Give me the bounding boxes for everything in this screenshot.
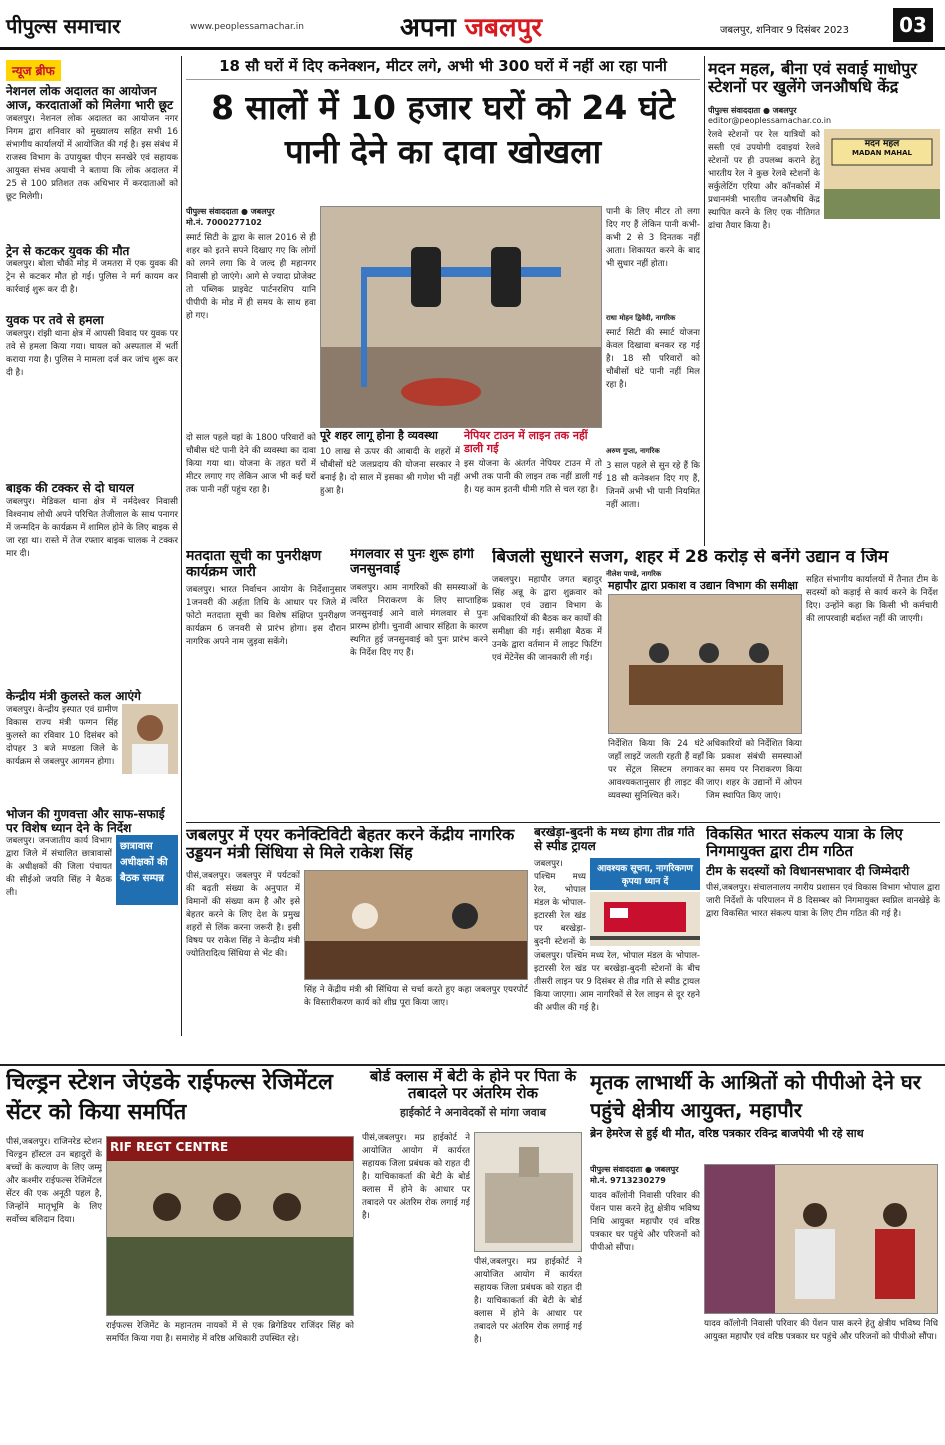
scindia-headline: जबलपुर में एयर कनेक्टिविटी बेहतर करने केंद्रीय नागरिक उड्डयन मंत्री सिंधिया से मिले राकेश सिंह xyxy=(186,826,515,863)
voter-list-story xyxy=(186,548,346,818)
brief-title-1: नेशनल लोक अदालत का आयोजन आज, करदाताओं को मिलेगा भारी छूट xyxy=(6,84,174,112)
lead-mobile: मो.नं. 7000277102 xyxy=(186,218,262,227)
electricity-story xyxy=(492,548,940,820)
lead-kicker: 18 सौ घरों में दिए कनेक्शन, मीटर लगे, अभी भी 300 घरों में नहीं आ रहा पानी xyxy=(186,58,700,80)
lead-body-3: 10 लाख से ऊपर की आबादी के शहरों में चौबीसों घंटे जलप्रदाय की योजना सरकार ने बनाई है। दो साल में इसका श्री गणेश भी नहीं हुआ है। xyxy=(320,447,460,496)
lead-body-1: स्मार्ट सिटी के द्वारा के साल 2016 से ही शहर को इतने सपने दिखाए गए कि लोगों को लगने लगा कि वे जल्द ही महानगर निवासी हो जाएंगे। आगे से ज्यादा प्रोजेक्ट तो पब्लिक प्राइवेट पार्टनरशिप यानि पीपीपी के मोड में ही समय के साथ हवा हो गए। xyxy=(186,233,316,321)
pension-body-2: यादव कॉलोनी निवासी परिवार की पेंशन पास करने हेतु क्षेत्रीय भविष्य निधि आयुक्त महापौर एवं वरिष्ठ पत्रकार घर पहुंचे और परिजनों को पीपीओ सौंपा। xyxy=(704,1319,938,1342)
lead-byline: पीपुल्स संवाददाता ● जबलपुर xyxy=(186,207,275,216)
lead-body-2: दो साल पहले यहां के 1800 परिवारों को चौबीस घंटे पानी देने की व्यवस्था का दावा किया गया था। योजना के तहत घरों में मीटर लगाए गए लेकिन आज भी कई घरों तक पानी नहीं पहुंच रहा है। xyxy=(186,433,316,495)
janaushadhi-byline: पीपुल्स संवाददाता ● जबलपुर xyxy=(708,105,797,115)
photo-caption: पूरे शहर लागू होना है व्यवस्था xyxy=(320,430,460,443)
janaushadhi-email[interactable]: editor@peoplessamachar.co.in xyxy=(708,115,832,125)
voter-body: जबलपुर। भारत निर्वाचन आयोग के निर्देशानुसार 1जनवरी की अर्हता तिथि के आधार पर जिले में फोटो मतदाता सूची का विशेष संक्षिप्त पुनरीक्षण कार्यक्रम 6 जनवरी से प्रारंभ होगा। इस दौरान नागरिक अपने नाम जुड़वा सकेंगे। xyxy=(186,585,346,648)
section-divider xyxy=(0,1064,945,1066)
janaushadhi-headline: मदन महल, बीना एवं सवाई माधोपुर स्टेशनों पर खुलेंगे जनऔषधि केंद्र xyxy=(708,60,917,97)
lead-body-4: इस योजना के अंतर्गत नेपियर टाउन में तो अभी तक पानी की लाइन तक नहीं डाली गई है। यह काम इतनी धीमी गति से चल रहा है। xyxy=(464,459,602,495)
scindia-meeting-photo xyxy=(304,870,528,980)
viksit-headline: विकसित भारत संकल्प यात्रा के लिए निगमायुक्त द्वारा टीम गठित xyxy=(706,826,903,861)
news-brief-tag: न्यूज ब्रीफ xyxy=(6,60,61,81)
pension-mobile: मो.नं. 9713230279 xyxy=(590,1176,666,1185)
electricity-headline: बिजली सुधारने सजग, शहर में 28 करोड़ से बनेंगे उद्यान व जिम xyxy=(492,548,889,567)
electricity-body-1: जबलपुर। महापौर जगत बहादुर सिंह अन्नू के द्वारा शुक्रवार को प्रकाश एवं उद्यान विभाग के अधिकारियों की बैठक कर कार्यों की समीक्षा की गई। समीक्षा बैठक में उनके द्वारा वर्तमान में लाइट फिटिंग एवं मेंटेनेंस की जानकारी ली गई। xyxy=(492,575,602,663)
brief-title-3: युवक पर तवे से हमला xyxy=(6,313,104,328)
page-number: 03 xyxy=(893,8,933,42)
brief-body-4: जबलपुर। मेडिकल थाना क्षेत्र में नर्मदेश्वर निवासी विश्वनाथ लोधी अपने परिचित तेजीलाल के साथ पनागर में जन्मदिन के कार्यक्रम में शामिल होने के लिए बाइक से जा रहा था। रास्ते में तेज रफ्तार बाइक चालक ने टक्कर मार दी। xyxy=(6,496,178,559)
scindia-story xyxy=(186,826,530,1062)
voter-headline: मतदाता सूची का पुनरीक्षण कार्यक्रम जारी xyxy=(186,548,322,581)
brief-body-3: जबलपुर। रांझी थाना क्षेत्र में आपसी विवाद पर युवक पर तवे से हमला किया गया। घायल को अस्पताल में भर्ती कराया गया है। पुलिस ने मामला दर्ज कर जांच शुरू कर दी है। xyxy=(6,329,178,379)
viksit-sub: टीम के सदस्यों को विधानसभावार दी जिम्मेदारी xyxy=(706,863,910,878)
section-divider xyxy=(186,822,940,823)
issue-date: जबलपुर, शनिवार 9 दिसंबर 2023 xyxy=(720,25,850,36)
pension-visit-photo xyxy=(704,1164,938,1314)
column-divider xyxy=(181,56,182,1036)
brief-body-1: जबलपुर। नेशनल लोक अदालत का आयोजन नगर निगम द्वारा शनिवार को मुख्यालय सहित सभी 16 संभागीय कार्यालयों में आयोजित की गई है। इस संबंध में राजस्व विभाग के उपायुक्त पीएन सनखेरे एवं सहायक आयुक्त संभव अयाची ने बताया कि लोक अदालत में 25 से 100 प्रतिशत तक अधिभार में करदाताओं को छूट मिलेगी। xyxy=(6,113,178,202)
site-url[interactable]: www.peoplessamachar.in xyxy=(190,22,304,32)
station-sign: मदन महल xyxy=(864,138,900,149)
speed-trial-story xyxy=(534,826,702,1062)
pension-sub: ब्रेन हेमरेज से हुई थी मौत, वरिष्ठ पत्रकार रविन्द्र बाजपेयी भी रहे साथ xyxy=(590,1127,864,1140)
quote-1-name: राधा मोहन द्विवेदी, नागरिक xyxy=(606,314,676,322)
minister-photo xyxy=(122,704,178,774)
electricity-body-4: सहित संभागीय कार्यालयों में तैनात टीम के सदस्यों को कड़ाई से कार्य करने के निर्देश दिए। उन्होंने कहा कि किसी भी कर्मचारी की लापरवाही बर्दाश्त नहीं की जाएगी। xyxy=(806,575,938,624)
electricity-sub: महापौर द्वारा प्रकाश व उद्यान विभाग की समीक्षा xyxy=(608,579,798,592)
pension-byline: पीपुल्स संवाददाता ● जबलपुर xyxy=(590,1165,679,1174)
electricity-body-3: अधिकारियों को निर्देशित किया कि प्रकाश संबंधी समस्याओं का समय पर निराकरण किया जाए। शहर के उद्यानों में ओपन जिम स्थापित किए जाएं। xyxy=(706,739,802,801)
news-brief-column xyxy=(6,60,178,1030)
viksit-bharat-story xyxy=(706,826,940,1062)
masthead xyxy=(0,0,945,50)
hostel-meeting-box: छात्रावास अधीक्षकों की बैठक सम्पन्न xyxy=(116,835,178,905)
hearing-story xyxy=(350,548,488,818)
speed-trial-body: जबलपुर। पश्चिम मध्य रेल, भोपाल मंडल के भोपाल-इटारसी रेल खंड पर बरखेड़ा-बुदनी स्टेशनों के बीच तीसरी लाइन पर 9 दिसंबर से तीव्र गति से स्पीड ट्रायल किया जाएगा। आम नागरिकों से रेल लाइन से दूर रहने की अपील की गई है। xyxy=(534,951,700,1013)
quote-3: 3 साल पहले से सुन रहे हैं कि 18 सौ कनेक्शन दिए गए हैं, जिनमें अभी भी पानी नियमित नहीं आता। xyxy=(606,461,700,510)
scindia-body: पीसं,जबलपुर। जबलपुर में पर्यटकों की बढ़ती संख्या के अनुपात में विमानों की संख्या कम है और इसे बेहतर करने के लिए देश के प्रमुख शहरों से लिंक करना जरूरी है। इसी विषय पर राकेश सिंह ने केन्द्रीय मंत्री ज्योतिरादित्य सिंधिया से भेंट की। xyxy=(186,871,300,959)
scindia-body-2: सिंह ने केंद्रीय मंत्री श्री सिंधिया से चर्चा करते हुए कहा जबलपुर एयरपोर्ट के विस्तारीकरण कार्य को शीघ्र पूरा किया जाए। xyxy=(304,985,528,1008)
public-notice-box: आवश्यक सूचना, नागरिकगण कृपया ध्यान दें xyxy=(590,858,700,890)
brief-body-2: जबलपुर। बोला चौकी मोड़ में जमतरा में एक युवक की ट्रेन से कटकर मौत हो गई। पुलिस ने मर्ग कायम कर कार्रवाई शुरू कर दी है। xyxy=(6,259,178,296)
lead-story xyxy=(186,58,700,581)
brief-title-5: केन्द्रीय मंत्री कुलस्ते कल आएंगे xyxy=(6,688,141,703)
meeting-photo xyxy=(608,594,802,734)
water-meter-photo xyxy=(320,206,602,428)
lead-headline: 8 सालों में 10 हजार घरों को 24 घंटे पानी देने का दावा खोखला xyxy=(211,88,675,172)
brief-body-5: जबलपुर। केन्द्रीय इस्पात एवं ग्रामीण विकास राज्य मंत्री फग्गन सिंह कुलस्ते का रविवार 10 दिसंबर को दोपहर 3 बजे मण्डला जिले के कार्यक्रम से जबलपुर आगमन होगा। xyxy=(6,704,118,767)
quote-1: पानी के लिए मीटर तो लगा दिए गए हैं लेकिन पानी कभी-कभी 2 से 3 दिनतक नहीं आता। शिकायत करने के बाद भी सुधार नहीं होता। xyxy=(606,207,700,269)
speed-trial-headline: बरखेड़ा-बुदनी के मध्य होगा तीव्र गति से स्पीड ट्रायल xyxy=(534,826,695,853)
hearing-body: जबलपुर। आम नागरिकों की समस्याओं के त्वरित निराकरण के लिए साप्ताहिक जनसुनवाई आने वाले मंगलवार से पुनः प्रारम्भ होगी। चुनावी आचार संहिता के कारण स्थगित हुई जनसुनवाई को पुनः प्रारंभ करने के निर्देश दिए गए हैं। xyxy=(350,582,488,658)
column-divider xyxy=(704,56,705,546)
quote-2: स्मार्ट सिटी की स्मार्ट योजना केवल दिखावा बनकर रह गई है। 18 सौ परिवारों को चौबीसों घंटे पानी नहीं मिल रहा है। xyxy=(606,328,700,390)
napier-caption: नेपियर टाउन में लाइन तक नहीं डाली गई xyxy=(464,429,588,455)
rifles-body-2: राईफल्स रेजिमेंट के महानतम नायकों में से एक ब्रिगेडियर राजिंदर सिंह को समर्पित किया गया है। समारोह में वरिष्ठ अधिकारी उपस्थित रहे। xyxy=(106,1321,354,1344)
rifles-body: पीसं,जबलपुर। राजिनरेड स्टेशन चिल्ड्रन हॉस्टल उन बहादुरों के बच्चों के कल्याण के लिए जम्मू और कश्मीर राईफल्स रेजिमेंटल सेंटर की एक अनूठी पहल है, जिन्होंने मातृभूमि के लिए सर्वोच्च बलिदान दिया। xyxy=(6,1137,102,1225)
transfer-headline: बोर्ड क्लास में बेटी के होने पर पिता के तबादले पर अंतरिम रोक xyxy=(369,1068,577,1103)
transfer-stay-story xyxy=(362,1068,584,1440)
pension-story xyxy=(590,1068,940,1440)
hearing-headline: मंगलवार से पुनः शुरू होगी जनसुनवाई xyxy=(350,548,474,577)
transfer-body: पीसं,जबलपुर। मप्र हाईकोर्ट ने आयोजित आयोग में कार्यरत सहायक जिला प्रबंधक को राहत दी है। याचिकाकर्ता की बेटी के बोर्ड क्लास में होने के आधार पर तबादले पर अंतरिम रोक लगाई गई है। xyxy=(362,1133,470,1221)
transfer-body-2: पीसं,जबलपुर। मप्र हाईकोर्ट ने आयोजित आयोग में कार्यरत सहायक जिला प्रबंधक को राहत दी है। याचिकाकर्ता की बेटी के बोर्ड क्लास में होने के आधार पर तबादले पर अंतरिम रोक लगाई गई है। xyxy=(474,1257,582,1345)
high-court-photo xyxy=(474,1132,582,1252)
rifles-headline: चिल्ड्रन स्टेशन जेएंडके राईफल्स रेजिमेंटल सेंटर को किया समर्पित xyxy=(6,1070,333,1125)
pension-headline: मृतक लाभार्थी के आश्रितों को पीपीओ देने घर पहुंचे क्षेत्रीय आयुक्त, महापौर xyxy=(590,1070,921,1122)
speed-trial-body-a: जबलपुर। पश्चिम मध्य रेल, भोपाल मंडल के भोपाल-इटारसी रेल खंड पर बरखेड़ा-बुदनी स्टेशनों के xyxy=(534,859,586,947)
section-title: अपना जबलपुर xyxy=(400,13,543,43)
regiment-sign: RIF REGT CENTRE xyxy=(110,1140,229,1154)
quote-2-name: अरुण गुप्ता, नागरिक xyxy=(606,447,660,455)
janaushadhi-body: रेलवे स्टेशनों पर रेल यात्रियों को सस्ती एवं उपयोगी दवाइयां रेलवे स्टेशनों पर ही उपलब्ध कराने हेतु भारतीय रेल ने कुछ रेलवे स्टेशनों के सर्कुलेटिंग एरिया और कॉनकोर्स में प्रधानमंत्री भारतीय जनऔषधि केंद्र स्थापित करने के लिए एक नीतिगत ढांचा तैयार किया है। xyxy=(708,129,820,231)
pension-body: यादव कॉलोनी निवासी परिवार की पेंशन पास करने हेतु क्षेत्रीय भविष्य निधि आयुक्त महापौर एवं वरिष्ठ पत्रकार घर पहुंचे और परिजनों को पीपीओ सौंपा। xyxy=(590,1191,700,1253)
brief-body-6: जबलपुर। जनजातीय कार्य विभाग द्वारा जिले में संचालित छात्रावासों के अधीक्षकों की जिला पंचायत की सीईओ जयति सिंह ने बैठक ली। xyxy=(6,836,112,899)
station-sign-en: MADAN MAHAL xyxy=(851,149,913,158)
brief-title-4: बाइक की टक्कर से दो घायल xyxy=(6,481,134,496)
train-icon xyxy=(590,892,700,946)
quote-3-name: नीलेश पाण्डे, नागरिक xyxy=(606,570,662,578)
brief-title-6: भोजन की गुणवत्ता और साफ-सफाई पर विशेष ध्यान देने के निर्देश xyxy=(6,806,165,835)
rifles-ceremony-photo xyxy=(106,1136,354,1316)
viksit-body: पीसं,जबलपुर। संचालनालय नगरीय प्रशासन एवं विकास विभाग भोपाल द्वारा जारी निर्देशों के परिपालन में 8 दिसम्बर को निगमायुक्त स्वप्निल वानखेड़े के द्वारा विकसित भारत संकल्प यात्रा के लिए टीम गठित की गई है। xyxy=(706,883,940,920)
electricity-body-2: निर्देशित किया कि 24 घंटे जहाँ लाइटें जलती रहती हैं वहाँ पर सेंट्रल सिस्टम लगाकर आवश्यकतानुसार ही लाइट की व्यवस्था सुनिश्चित करें। xyxy=(608,739,704,801)
brief-title-2: ट्रेन से कटकर युवक की मौत xyxy=(6,243,130,258)
rifles-story xyxy=(6,1068,356,1440)
janaushadhi-story xyxy=(708,60,940,542)
transfer-sub: हाईकोर्ट ने अनावेदकों से मांगा जवाब xyxy=(399,1105,547,1119)
newspaper-logo: पीपुल्स समाचार xyxy=(6,14,121,38)
